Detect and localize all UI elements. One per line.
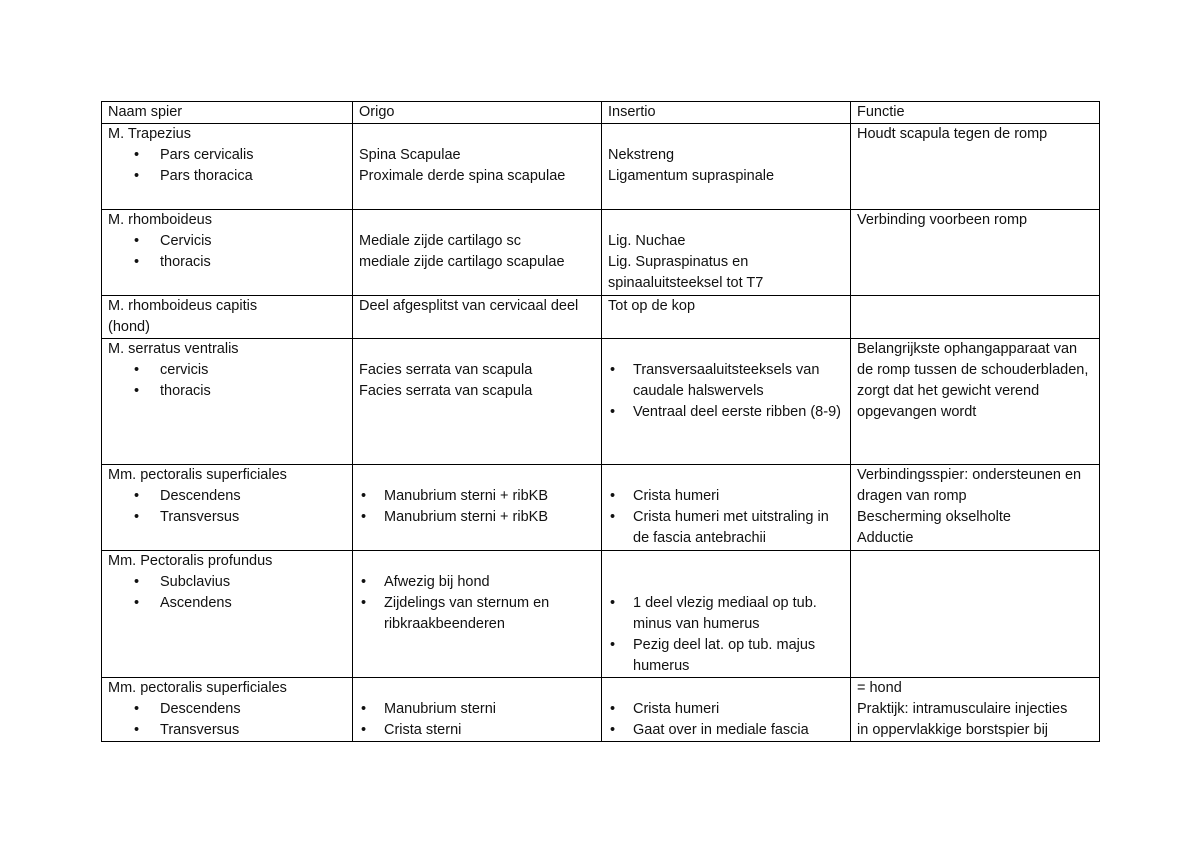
muscle-part: • Pars thoracica	[108, 166, 346, 187]
origo-text: mediale zijde cartilago scapulae	[359, 254, 565, 270]
insertio-bullet: • Gaat over in mediale fascia	[608, 720, 844, 741]
insertio-text: Nekstreng	[608, 147, 675, 163]
muscle-name: Mm. pectoralis superficiales	[108, 467, 287, 483]
muscle-name-cell	[102, 210, 353, 296]
header-cell: Insertio	[602, 102, 851, 124]
muscle-part: • Ascendens	[108, 593, 346, 614]
origo-text: Facies serrata van scapula	[359, 383, 533, 399]
origo-cell	[353, 339, 602, 465]
functie-text: Houdt scapula tegen de romp	[857, 126, 1048, 142]
functie-text: = hond	[857, 680, 902, 696]
table-row	[102, 296, 1100, 339]
muscle-name: Mm. pectoralis superficiales	[108, 680, 287, 696]
muscle-name-cell	[102, 678, 353, 742]
origo-cell	[353, 124, 602, 210]
functie-text: Praktijk: intramusculaire injecties	[857, 701, 1068, 717]
muscle-part: • thoracis	[108, 252, 346, 273]
functie-text: Bescherming okselholte	[857, 509, 1011, 525]
header-cell: Naam spier	[102, 102, 353, 124]
insertio-text: Ligamentum supraspinale	[608, 168, 775, 184]
insertio-bullet: • Crista humeri	[608, 699, 844, 720]
header-cell: Origo	[353, 102, 602, 124]
header-cell: Functie	[851, 102, 1100, 124]
insertio-cell	[602, 124, 851, 210]
insertio-cell	[602, 210, 851, 296]
functie-text: Belangrijkste ophangapparaat van de romp tussen de schouderbladen, zorgt dat het gewicht verend opgevangen wordt	[857, 341, 1089, 420]
table-row	[102, 551, 1100, 678]
table-row	[102, 124, 1100, 210]
muscle-part: • Cervicis	[108, 231, 346, 252]
functie-text: in oppervlakkige borstspier bij	[857, 722, 1049, 738]
insertio-cell	[602, 551, 851, 678]
insertio-text: Lig. Supraspinatus en	[608, 254, 749, 270]
origo-cell	[353, 551, 602, 678]
table-header-row	[102, 102, 1100, 124]
origo-bullet: • Afwezig bij hond	[359, 572, 595, 593]
functie-text: Adductie	[857, 530, 914, 546]
insertio-cell	[602, 465, 851, 551]
muscle-part: • Descendens	[108, 486, 346, 507]
insertio-bullet: • Crista humeri met uitstraling in de fascia antebrachii	[608, 507, 844, 549]
origo-bullet: • Manubrium sterni	[359, 699, 595, 720]
muscle-name: M. serratus ventralis	[108, 341, 239, 357]
muscle-name-cell	[102, 124, 353, 210]
muscle-name-cell	[102, 551, 353, 678]
muscle-name: M. Trapezius	[108, 126, 191, 142]
origo-bullet: • Manubrium sterni + ribKB	[359, 507, 595, 528]
muscle-name: M. rhomboideus	[108, 212, 212, 228]
functie-cell	[851, 210, 1100, 296]
origo-cell	[353, 678, 602, 742]
insertio-bullet: • 1 deel vlezig mediaal op tub. minus van humerus	[608, 593, 844, 635]
origo-bullet: • Crista sterni	[359, 720, 595, 741]
functie-cell	[851, 339, 1100, 465]
insertio-cell	[602, 678, 851, 742]
table-row	[102, 678, 1100, 742]
muscle-part: • Subclavius	[108, 572, 346, 593]
functie-text: Verbinding voorbeen romp	[857, 212, 1028, 228]
muscle-table	[101, 101, 1100, 742]
table-row	[102, 339, 1100, 465]
origo-text: Deel afgesplitst van cervicaal deel	[359, 298, 579, 314]
functie-cell	[851, 678, 1100, 742]
functie-cell	[851, 465, 1100, 551]
origo-bullet: • Manubrium sterni + ribKB	[359, 486, 595, 507]
muscle-part: • Pars cervicalis	[108, 145, 346, 166]
muscle-name: (hond)	[108, 319, 150, 335]
insertio-text: spinaaluitsteeksel tot T7	[608, 275, 764, 291]
origo-cell	[353, 210, 602, 296]
insertio-text: Lig. Nuchae	[608, 233, 686, 249]
functie-cell	[851, 551, 1100, 678]
origo-text: Facies serrata van scapula	[359, 362, 533, 378]
origo-bullet: • Zijdelings van sternum en ribkraakbeenderen	[359, 593, 595, 635]
origo-cell	[353, 296, 602, 339]
insertio-bullet: • Pezig deel lat. op tub. majus humerus	[608, 635, 844, 677]
origo-text: Proximale derde spina scapulae	[359, 168, 566, 184]
origo-cell	[353, 465, 602, 551]
insertio-bullet: • Transversaaluitsteeksels van caudale halswervels	[608, 360, 844, 402]
muscle-name-cell	[102, 296, 353, 339]
insertio-text: Tot op de kop	[608, 298, 696, 314]
functie-cell	[851, 124, 1100, 210]
muscle-name: M. rhomboideus capitis	[108, 298, 258, 314]
insertio-bullet: • Crista humeri	[608, 486, 844, 507]
muscle-name-cell	[102, 465, 353, 551]
origo-text: Mediale zijde cartilago sc	[359, 233, 521, 249]
muscle-part: • Descendens	[108, 699, 346, 720]
muscle-name-cell	[102, 339, 353, 465]
table-row	[102, 210, 1100, 296]
muscle-name: Mm. Pectoralis profundus	[108, 553, 273, 569]
muscle-part: • thoracis	[108, 381, 346, 402]
table-row	[102, 465, 1100, 551]
muscle-part: • cervicis	[108, 360, 346, 381]
muscle-part: • Transversus	[108, 507, 346, 528]
functie-cell	[851, 296, 1100, 339]
insertio-cell	[602, 339, 851, 465]
functie-text: Verbindingsspier: ondersteunen en dragen van romp	[857, 467, 1082, 504]
origo-text: Spina Scapulae	[359, 147, 461, 163]
muscle-part: • Transversus	[108, 720, 346, 741]
insertio-cell	[602, 296, 851, 339]
insertio-bullet: • Ventraal deel eerste ribben (8-9)	[608, 402, 844, 423]
